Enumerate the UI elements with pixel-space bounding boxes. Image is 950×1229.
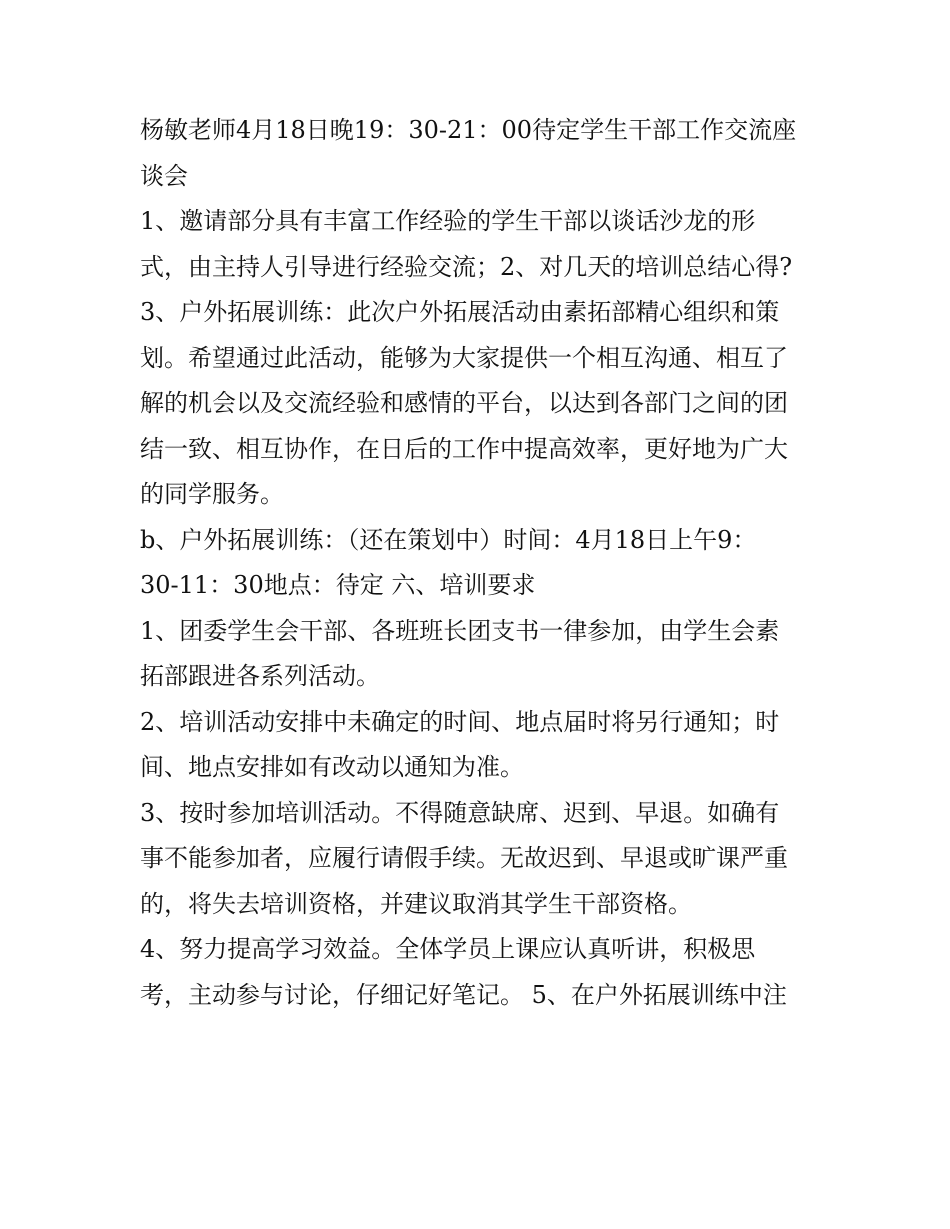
text-line: b、户外拓展训练：（还在策划中）时间：4月18日上午9：	[140, 525, 757, 554]
text-line: 谈会	[140, 161, 188, 190]
text-line: 解的机会以及交流经验和感情的平台，以达到各部门之间的团	[140, 389, 788, 417]
text-line: 事不能参加者，应履行请假手续。无故迟到、早退或旷课严重	[140, 844, 788, 872]
text-line: 30-11：30地点：待定 六、培训要求	[140, 571, 536, 599]
text-line: 拓部跟进各系列活动。	[140, 662, 380, 690]
text-line: 3、户外拓展训练：此次户外拓展活动由素拓部精心组织和策	[140, 298, 780, 326]
text-line: 杨敏老师4月18日晚19：30-21：00待定学生干部工作交流座	[140, 116, 797, 144]
text-line: 划。希望通过此活动，能够为大家提供一个相互沟通、相互了	[140, 343, 788, 372]
text-line: 的，将失去培训资格，并建议取消其学生干部资格。	[140, 889, 692, 918]
text-line: 3、按时参加培训活动。不得随意缺席、迟到、早退。如确有	[140, 798, 780, 827]
text-line: 式，由主持人引导进行经验交流；2、对几天的培训总结心得?	[140, 252, 793, 281]
text-line: 考，主动参与讨论，仔细记好笔记。 5、在户外拓展训练中注	[140, 980, 787, 1009]
text-line: 1、团委学生会干部、各班班长团支书一律参加，由学生会素	[140, 616, 780, 645]
text-line: 的同学服务。	[140, 480, 284, 508]
text-line: 结一致、相互协作，在日后的工作中提高效率，更好地为广大	[140, 434, 788, 463]
text-line: 1、邀请部分具有丰富工作经验的学生干部以谈话沙龙的形	[140, 207, 756, 235]
text-line: 4、努力提高学习效益。全体学员上课应认真听讲，积极思	[140, 935, 756, 963]
text-line: 2、培训活动安排中未确定的时间、地点届时将另行通知；时	[140, 707, 780, 736]
text-line: 间、地点安排如有改动以通知为准。	[140, 753, 524, 781]
document-body	[140, 108, 820, 1018]
